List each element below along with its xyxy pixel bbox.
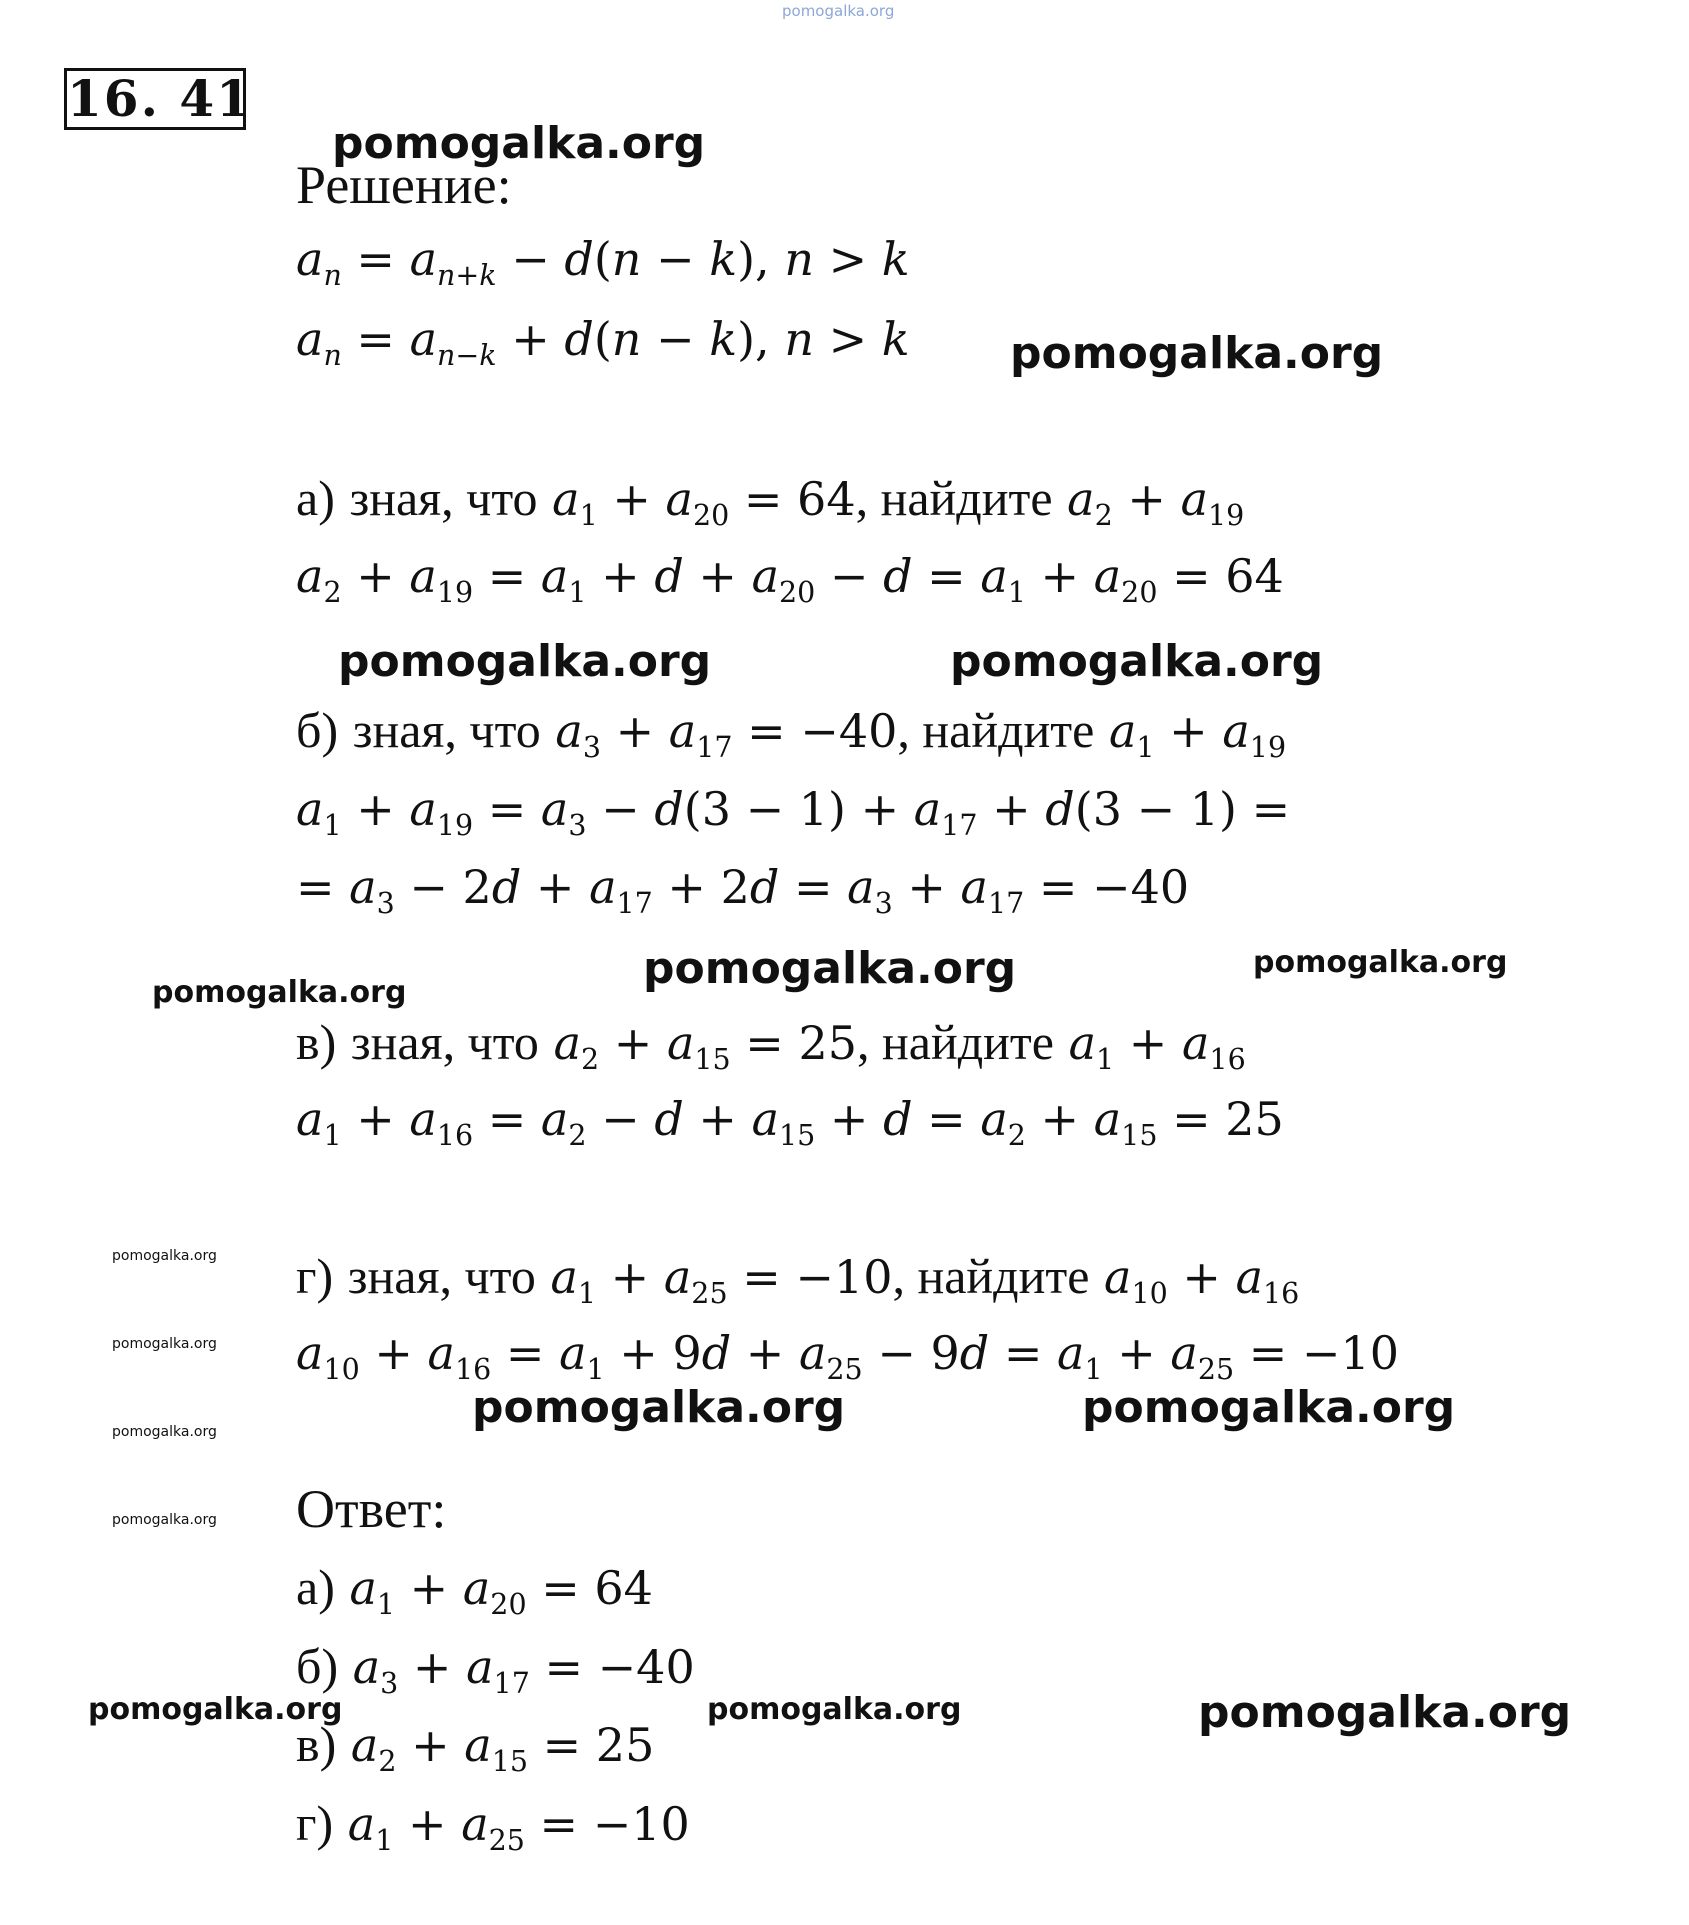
part-b-label: б) — [296, 702, 339, 758]
part-d-solution: $a_{10} + a_{16} = a_1 + 9d + a_{25} - 9d = a_1 + a_{25} = -10$ — [296, 1326, 1400, 1386]
part-d-statement: г) зная, что $a_1 + a_{25} = -10$, найдите $a_{10} + a_{16}$ — [296, 1248, 1300, 1310]
problem-number-box: 16. 41 — [64, 68, 246, 130]
watermark: pomogalka.org — [112, 1512, 217, 1528]
answer-b: б) $a_3 + a_{17} = -40$ — [296, 1638, 695, 1700]
watermark: pomogalka.org — [332, 118, 706, 169]
watermark: pomogalka.org — [472, 1382, 846, 1433]
part-c-statement: в) зная, что $a_2 + a_{15} = 25$, найдите $a_1 + a_{16}$ — [296, 1014, 1246, 1076]
formula-2: $a_n = a_{n-k} + d(n - k)$, n > k — [296, 312, 910, 372]
watermark: pomogalka.org — [950, 636, 1324, 687]
part-a-statement: а) зная, что $a_1 + a_{20} = 64$, найдите $a_2 + a_{19}$ — [296, 470, 1245, 532]
watermark: pomogalka.org — [1010, 328, 1384, 379]
part-d-label: г) — [296, 1248, 334, 1304]
answer-c: в) $a_2 + a_{15} = 25$ — [296, 1716, 655, 1778]
watermark: pomogalka.org — [112, 1336, 217, 1352]
watermark: pomogalka.org — [152, 975, 407, 1010]
part-c-solution: $a_1 + a_{16} = a_2 - d + a_{15} + d = a_2 + a_{15} = 25$ — [296, 1092, 1284, 1152]
watermark: pomogalka.org — [338, 636, 712, 687]
part-b-statement: б) зная, что $a_3 + a_{17} = -40$, найдите $a_1 + a_{19}$ — [296, 702, 1287, 764]
watermark: pomogalka.org — [112, 1248, 217, 1264]
watermark-top: pomogalka.org — [782, 2, 895, 20]
part-b-solution-2: = $a_3 - 2d + a_{17} + 2d = a_3 + a_{17} = -40$ — [296, 860, 1190, 920]
part-c-label: в) — [296, 1014, 337, 1070]
part-a-solution: $a_2 + a_{19} = a_1 + d + a_{20} - d = a_1 + a_{20} = 64$ — [296, 549, 1284, 609]
watermark: pomogalka.org — [88, 1692, 343, 1727]
answer-a: а) $a_1 + a_{20} = 64$ — [296, 1559, 653, 1621]
watermark: pomogalka.org — [1082, 1382, 1456, 1433]
watermark: pomogalka.org — [1198, 1687, 1572, 1738]
answer-d: г) $a_1 + a_{25} = -10$ — [296, 1795, 690, 1857]
watermark: pomogalka.org — [112, 1424, 217, 1440]
solution-heading: Решение: — [296, 155, 512, 215]
watermark: pomogalka.org — [643, 943, 1017, 994]
part-a-label: а) — [296, 470, 335, 526]
watermark: pomogalka.org — [707, 1692, 962, 1727]
watermark: pomogalka.org — [1253, 945, 1508, 980]
formula-1: $a_n = a_{n+k} - d(n - k)$, n > k — [296, 232, 910, 292]
answer-heading: Ответ: — [296, 1479, 447, 1539]
part-b-solution-1: $a_1 + a_{19} = a_3 - d(3 - 1) + a_{17} + d(3 - 1)$ = — [296, 782, 1291, 842]
